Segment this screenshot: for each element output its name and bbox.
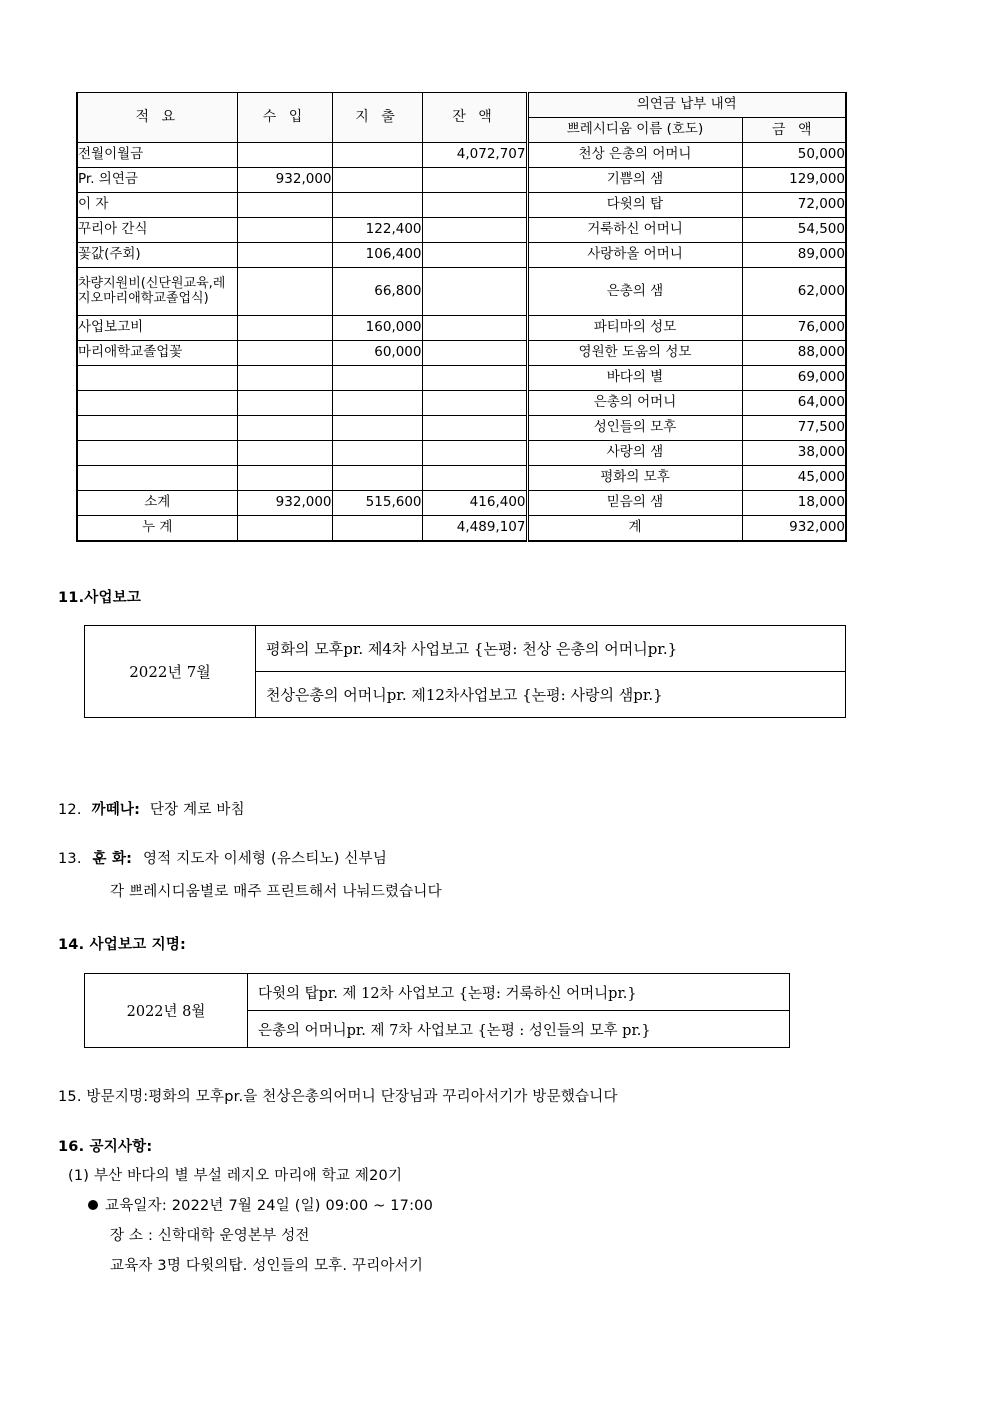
section-14-month: 2022년 8월	[85, 974, 248, 1048]
cell-income	[237, 243, 332, 268]
section-16-teachers-line: 교육자 3명 다윗의탑. 성인들의 모후. 꾸리아서기	[110, 1258, 424, 1274]
cell-expense	[332, 391, 422, 416]
cell-praesidium: 성인들의 모후	[527, 416, 742, 441]
table-row	[77, 168, 846, 193]
cell-praesidium: 영원한 도움의 성모	[527, 341, 742, 366]
cell-total-balance: 4,489,107	[422, 516, 527, 542]
cell-praesidium: 파티마의 성모	[527, 316, 742, 341]
cell-balance	[422, 218, 527, 243]
col-header-expense: 지 출	[332, 93, 422, 143]
cell-income	[237, 466, 332, 491]
cell-praesidium: 은총의 어머니	[527, 391, 742, 416]
cell-income	[237, 268, 332, 316]
cell-praesidium: 평화의 모후	[527, 466, 742, 491]
section-16-item-1: (1) 부산 바다의 별 부설 레지오 마리애 학교 제20기	[68, 1168, 403, 1184]
section-11-heading: 11.사업보고	[58, 590, 142, 606]
table-row	[77, 341, 846, 366]
cell-description: 차량지원비(신단원교육,레지오마리애학교졸업식)	[77, 268, 237, 316]
section-13-number: 13.	[58, 851, 82, 867]
section-11-report-line-1: 평화의 모후pr. 제4차 사업보고 {논평: 천상 은총의 어머니pr.}	[256, 626, 846, 672]
table-row	[77, 416, 846, 441]
cell-balance	[422, 168, 527, 193]
table-row	[77, 218, 846, 243]
cell-amount: 129,000	[742, 168, 846, 193]
cell-subtotal-balance: 416,400	[422, 491, 527, 516]
cell-subtotal-income: 932,000	[237, 491, 332, 516]
cell-amount: 76,000	[742, 316, 846, 341]
cell-amount: 72,000	[742, 193, 846, 218]
cell-income	[237, 341, 332, 366]
cell-income	[237, 441, 332, 466]
cell-description: 사업보고비	[77, 316, 237, 341]
cell-subtotal-praesidium: 믿음의 샘	[527, 491, 742, 516]
cell-amount: 69,000	[742, 366, 846, 391]
cell-income	[237, 366, 332, 391]
cell-amount: 89,000	[742, 243, 846, 268]
cell-balance	[422, 316, 527, 341]
section-14-heading: 14. 사업보고 지명:	[58, 937, 187, 953]
cell-income	[237, 416, 332, 441]
cell-subtotal-expense: 515,600	[332, 491, 422, 516]
section-14-report-line-1: 다윗의 탑pr. 제 12차 사업보고 {논평: 거룩하신 어머니pr.}	[248, 974, 790, 1011]
cell-balance	[422, 441, 527, 466]
cell-amount: 38,000	[742, 441, 846, 466]
table-row	[77, 193, 846, 218]
cell-praesidium: 기쁨의 샘	[527, 168, 742, 193]
cell-description: Pr. 의연금	[77, 168, 237, 193]
table-row	[77, 441, 846, 466]
cell-description: 전월이월금	[77, 143, 237, 168]
finance-table	[76, 92, 847, 542]
cell-amount: 62,000	[742, 268, 846, 316]
cell-balance	[422, 243, 527, 268]
cell-balance	[422, 366, 527, 391]
section-13-label: 훈 화:	[92, 851, 133, 867]
cell-balance	[422, 268, 527, 316]
cell-expense: 106,400	[332, 243, 422, 268]
cell-income	[237, 218, 332, 243]
cell-expense	[332, 466, 422, 491]
header-row-group	[77, 93, 846, 118]
cell-description: 마리애학교졸업꽃	[77, 341, 237, 366]
cell-subtotal-amount: 18,000	[742, 491, 846, 516]
table-row	[85, 974, 790, 1011]
cell-income	[237, 391, 332, 416]
cell-expense	[332, 366, 422, 391]
cell-total-amount: 932,000	[742, 516, 846, 542]
section-12-text: 단장 계로 바침	[149, 802, 245, 818]
cell-description	[77, 466, 237, 491]
table-row	[77, 243, 846, 268]
col-header-income: 수 입	[237, 93, 332, 143]
section-11-report-table	[84, 625, 846, 718]
cell-income	[237, 143, 332, 168]
section-14-report-line-2: 은총의 어머니pr. 제 7차 사업보고 {논평 : 성인들의 모후 pr.}	[248, 1011, 790, 1048]
cell-expense	[332, 143, 422, 168]
cell-description	[77, 391, 237, 416]
cell-amount: 77,500	[742, 416, 846, 441]
cell-amount: 88,000	[742, 341, 846, 366]
cell-expense: 122,400	[332, 218, 422, 243]
cell-description	[77, 416, 237, 441]
cell-amount: 50,000	[742, 143, 846, 168]
cell-praesidium: 다윗의 탑	[527, 193, 742, 218]
section-12-number: 12.	[58, 802, 82, 818]
finance-table-head	[77, 93, 846, 143]
col-header-description: 적 요	[77, 93, 237, 143]
cell-expense	[332, 441, 422, 466]
cell-income: 932,000	[237, 168, 332, 193]
cell-total-praesidium: 계	[527, 516, 742, 542]
table-row	[77, 366, 846, 391]
cell-expense: 160,000	[332, 316, 422, 341]
cell-amount: 64,000	[742, 391, 846, 416]
cell-subtotal-label: 소계	[77, 491, 237, 516]
bullet-icon	[88, 1200, 98, 1210]
cell-description: 꾸리아 간식	[77, 218, 237, 243]
section-12-label: 까떼나:	[91, 802, 141, 818]
table-row	[85, 626, 846, 672]
section-15-line: 15. 방문지명:평화의 모후pr.을 천상은총의어머니 단장님과 꾸리아서기가 방문했습니다	[58, 1089, 618, 1105]
cell-total-label: 누 계	[77, 516, 237, 542]
table-row	[77, 143, 846, 168]
cell-total-income	[237, 516, 332, 542]
cell-expense: 66,800	[332, 268, 422, 316]
section-13-line	[58, 847, 387, 868]
table-row	[77, 268, 846, 316]
table-row	[77, 466, 846, 491]
cell-amount: 54,500	[742, 218, 846, 243]
section-16-bullet-line	[88, 1194, 433, 1215]
cell-income	[237, 316, 332, 341]
section-11-month: 2022년 7월	[85, 626, 256, 718]
table-row	[77, 316, 846, 341]
section-12-line	[58, 798, 245, 819]
cell-balance	[422, 416, 527, 441]
section-16-heading: 16. 공지사항:	[58, 1139, 153, 1155]
cell-praesidium: 사랑의 샘	[527, 441, 742, 466]
cell-praesidium: 사랑하올 어머니	[527, 243, 742, 268]
cell-description	[77, 366, 237, 391]
cell-description: 꽃값(주회)	[77, 243, 237, 268]
col-header-balance: 잔 액	[422, 93, 527, 143]
cell-balance	[422, 341, 527, 366]
cell-balance	[422, 466, 527, 491]
section-16-place-line: 장 소 : 신학대학 운영본부 성전	[110, 1228, 310, 1244]
cell-praesidium: 거룩하신 어머니	[527, 218, 742, 243]
cell-total-expense	[332, 516, 422, 542]
cell-praesidium: 은총의 샘	[527, 268, 742, 316]
col-header-amount: 금 액	[742, 118, 846, 143]
section-16-bullet-text: 교육일자: 2022년 7월 24일 (일) 09:00 ~ 17:00	[105, 1198, 434, 1214]
cell-praesidium: 바다의 별	[527, 366, 742, 391]
cell-income	[237, 193, 332, 218]
section-13-text: 영적 지도자 이세형 (유스티노) 신부님	[142, 851, 388, 867]
cell-balance: 4,072,707	[422, 143, 527, 168]
finance-table-body	[77, 143, 846, 542]
cell-expense	[332, 168, 422, 193]
col-header-donation-group: 의연금 납부 내역	[527, 93, 846, 118]
cell-praesidium: 천상 은총의 어머니	[527, 143, 742, 168]
finance-table-container	[76, 92, 845, 542]
table-row-subtotal	[77, 491, 846, 516]
cell-balance	[422, 391, 527, 416]
cell-expense	[332, 416, 422, 441]
col-header-praesidium-name: 쁘레시디움 이름 (호도)	[527, 118, 742, 143]
cell-balance	[422, 193, 527, 218]
table-row-total	[77, 516, 846, 542]
cell-amount: 45,000	[742, 466, 846, 491]
table-row	[77, 391, 846, 416]
section-13-line-2: 각 쁘레시디움별로 매주 프린트해서 나눠드렸습니다	[110, 884, 442, 900]
cell-expense	[332, 193, 422, 218]
cell-expense: 60,000	[332, 341, 422, 366]
cell-description: 이 자	[77, 193, 237, 218]
section-11-report-line-2: 천상은총의 어머니pr. 제12차사업보고 {논평: 사랑의 샘pr.}	[256, 672, 846, 718]
section-14-report-table	[84, 973, 790, 1048]
cell-description	[77, 441, 237, 466]
